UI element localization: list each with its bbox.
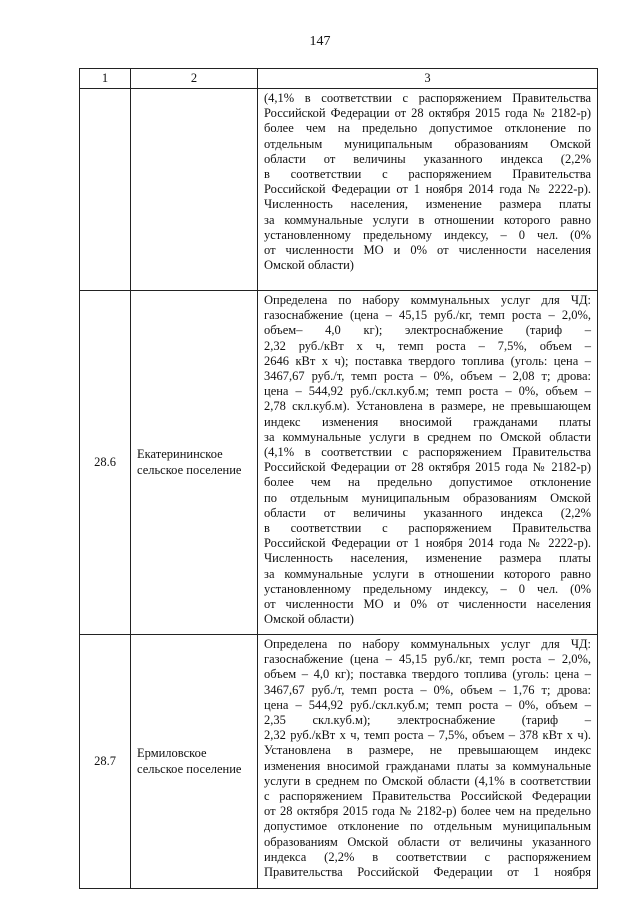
text-line: 3467,67 руб./т, темп роста – 0%, объем – 1,76 т; дрова: xyxy=(264,682,591,697)
row-number: 28.7 xyxy=(80,635,131,889)
header-col-3: 3 xyxy=(258,69,598,89)
text-line: допустимое отклонение по отдельным муниципальным xyxy=(264,819,591,834)
text-line: от численности МО и 0% от численности населения xyxy=(264,597,591,612)
text-line: (4,1% в соответствии с распоряжением Правительства xyxy=(264,445,591,460)
text-line: 3467,67 руб./т, темп роста – 0%, объем – 2,08 т; дрова: xyxy=(264,369,591,384)
text-line: газоснабжение (цена – 45,15 руб./кг, темп роста – 2,0%, xyxy=(264,652,591,667)
text-line: 2646 кВт х ч); поставка твердого топлива (уголь: цена – xyxy=(264,353,591,368)
settlement-name: Екатерининское сельское поселение xyxy=(131,291,258,635)
text-line: Российской Федерации от 28 октября 2015 года № 2182-р) xyxy=(264,460,591,475)
text-line: индекс изменения вносимой гражданами платы xyxy=(264,414,591,429)
text-line: Омской области) xyxy=(264,258,354,273)
settlement-name xyxy=(131,89,258,291)
row-description xyxy=(258,291,598,635)
header-col-2: 2 xyxy=(131,69,258,89)
table-row xyxy=(80,635,598,889)
document-table xyxy=(79,68,598,889)
table-row xyxy=(80,89,598,291)
text-line: отдельным муниципальным образованиям Омской xyxy=(264,136,591,151)
text-line: более чем на предельно допустимое отклонение по xyxy=(264,121,591,136)
text-line: установленному предельному индексу, – 0 чел. (0% xyxy=(264,227,591,242)
settlement-name: Ермиловское сельское поселение xyxy=(131,635,258,889)
text-line: от численности МО и 0% от численности населения xyxy=(264,243,591,258)
text-line: за коммунальные услуги в отношении которого равно xyxy=(264,212,591,227)
text-line: индекса (2,2% в соответствии с распоряжением xyxy=(264,849,591,864)
text-line: услуги в среднем по Омской области (4,1% в соответствии xyxy=(264,773,591,788)
text-line: установленному предельному индексу, – 0 чел. (0% xyxy=(264,581,591,596)
header-col-1: 1 xyxy=(80,69,131,89)
table-row xyxy=(80,291,598,635)
text-line: изменения вносимой гражданами платы за коммунальные xyxy=(264,758,591,773)
text-line: Омской области) xyxy=(264,612,354,627)
text-line: в соответствии с распоряжением Правительства xyxy=(264,521,591,536)
text-line: Определена по набору коммунальных услуг для ЧД: xyxy=(264,293,591,307)
text-line: объем – 4,0 кг); поставка твердого топлива (уголь: цена – xyxy=(264,667,591,682)
text-line: газоснабжение (цена – 45,15 руб./кг, темп роста – 2,0%, xyxy=(264,308,591,323)
text-line: Правительства Российской Федерации от 1 ноября xyxy=(264,865,591,880)
text-line: области от величины указанного индекса (2,2% xyxy=(264,151,591,166)
text-line: цена – 544,92 руб./скл.куб.м; темп роста – 0%, объем – xyxy=(264,384,591,399)
text-line: с распоряжением Правительства Российской Федерации xyxy=(264,789,591,804)
text-line: 2,32 руб./кВт х ч, темп роста – 7,5%, объем – 378 кВт х ч). xyxy=(264,728,591,743)
table-header-row xyxy=(80,69,598,89)
text-line: 2,35 скл.куб.м); электроснабжение (тариф – xyxy=(264,713,591,728)
text-line: в соответствии с распоряжением Правительства xyxy=(264,167,591,182)
text-line: от 28 октября 2015 года № 2182-р) более чем на предельно xyxy=(264,804,591,819)
row-description xyxy=(258,635,598,889)
text-line: за коммунальные услуги в отношении которого равно xyxy=(264,566,591,581)
text-line: области от величины указанного индекса (2,2% xyxy=(264,505,591,520)
text-line: Российской Федерации от 28 октября 2015 года № 2182-р) xyxy=(264,106,591,121)
row-description xyxy=(258,89,598,291)
text-line: 2,78 скл.куб.м). Установлена в размере, не превышающем xyxy=(264,399,591,414)
text-line: более чем на предельно допустимое отклонение xyxy=(264,475,591,490)
row-number: 28.6 xyxy=(80,291,131,635)
text-line: Численность населения, изменение размера платы xyxy=(264,551,591,566)
text-line: объем– 4,0 кг); электроснабжение (тариф – xyxy=(264,323,591,338)
page-number: 147 xyxy=(309,34,331,49)
text-line: Российской Федерации от 1 ноября 2014 года № 2222-р). xyxy=(264,536,591,551)
row-number xyxy=(80,89,131,291)
text-line: Численность населения, изменение размера платы xyxy=(264,197,591,212)
text-line: Установлена в размере, не превышающем индекс xyxy=(264,743,591,758)
text-line: цена – 544,92 руб./скл.куб.м; темп роста – 0%, объем – xyxy=(264,697,591,712)
text-line: Российской Федерации от 1 ноября 2014 года № 2222-р). xyxy=(264,182,591,197)
text-line: (4,1% в соответствии с распоряжением Правительства xyxy=(264,91,591,105)
text-line: по отдельным муниципальным образованиям Омской xyxy=(264,490,591,505)
text-line: образованиям Омской области от величины указанного xyxy=(264,834,591,849)
text-line: 2,32 руб./кВт х ч, темп роста – 7,5%, объем – xyxy=(264,338,591,353)
text-line: Определена по набору коммунальных услуг для ЧД: xyxy=(264,637,591,651)
text-line: за коммунальные услуги в среднем по Омской области xyxy=(264,429,591,444)
